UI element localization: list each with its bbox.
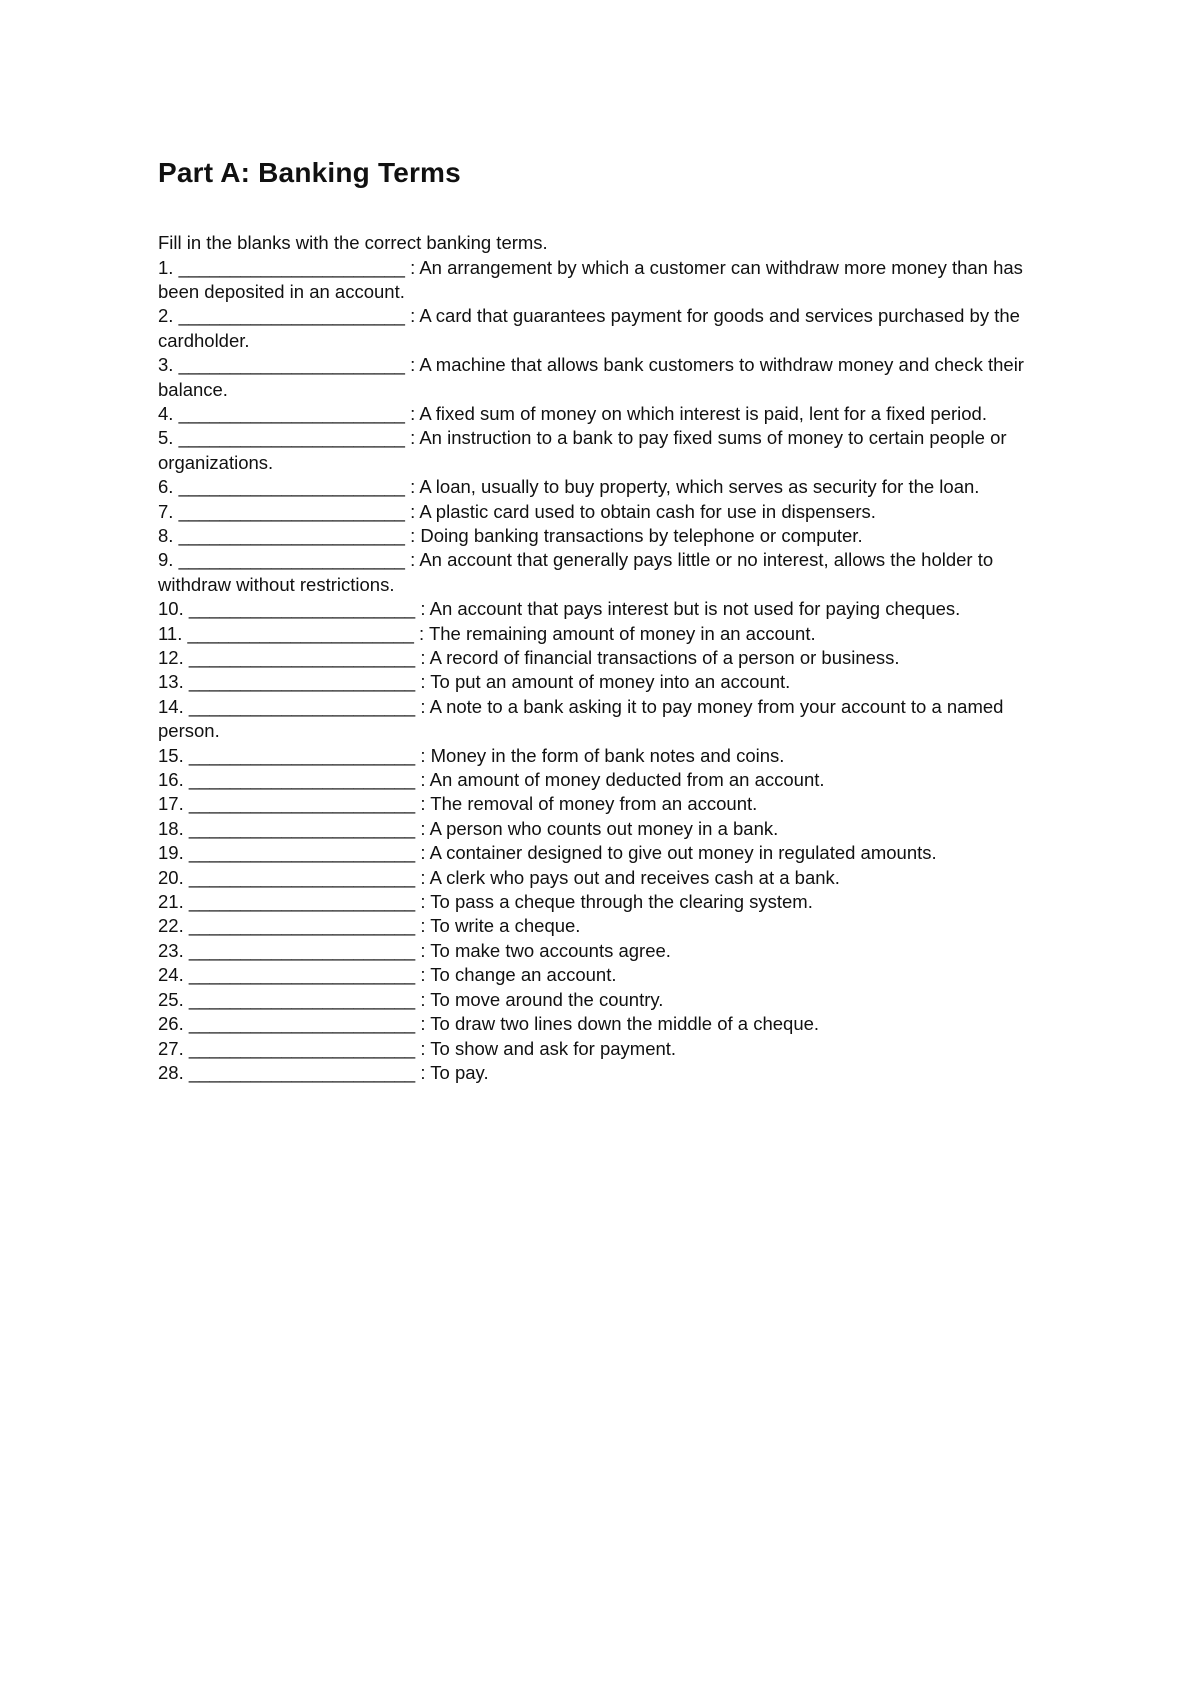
question-definition: : An account that generally pays little or no interest, allows the holder to withdraw without restrictions.	[158, 549, 994, 595]
answer-blank: ______________________	[188, 793, 416, 815]
question-number: 12.	[158, 647, 184, 668]
answer-blank: ______________________	[188, 1013, 416, 1035]
answer-blank: ______________________	[188, 842, 416, 864]
question-number: 17.	[158, 793, 184, 815]
question-definition: : A clerk who pays out and receives cash at a bank.	[415, 866, 840, 888]
question-definition: : A fixed sum of money on which interest is paid, lent for a fixed period.	[404, 402, 987, 424]
question-item	[158, 866, 1058, 890]
question-number: 20.	[158, 866, 184, 888]
question-number: 13.	[158, 671, 184, 693]
answer-blank: ______________________	[187, 622, 414, 644]
question-item	[158, 597, 1058, 621]
question-definition: : To pass a cheque through the clearing system.	[415, 891, 813, 913]
question-number: 16.	[158, 769, 184, 791]
question-number: 1.	[158, 256, 174, 278]
question-number: 24.	[158, 964, 184, 986]
question-number: 27.	[158, 1037, 184, 1059]
question-item	[158, 426, 1058, 475]
question-definition: : To pay.	[415, 1061, 489, 1083]
question-item	[158, 792, 1058, 816]
question-number: 6.	[158, 476, 174, 498]
answer-blank: ______________________	[188, 891, 416, 913]
answer-blank: ______________________	[178, 549, 405, 571]
question-number: 19.	[158, 842, 184, 864]
question-definition: : A person who counts out money in a bank.	[415, 817, 779, 839]
question-number: 14.	[158, 695, 184, 717]
answer-blank: ______________________	[178, 354, 405, 376]
question-definition: : To show and ask for payment.	[415, 1037, 677, 1059]
question-definition: : To make two accounts agree.	[415, 939, 671, 961]
question-number: 18.	[158, 817, 184, 839]
question-number: 9.	[158, 549, 174, 571]
question-number: 22.	[158, 915, 184, 937]
answer-blank: ______________________	[178, 524, 405, 546]
answer-blank: ______________________	[178, 427, 405, 449]
answer-blank: ______________________	[188, 988, 416, 1010]
question-list	[158, 256, 1058, 1086]
answer-blank: ______________________	[188, 598, 416, 620]
question-item	[158, 1061, 1058, 1085]
answer-blank: ______________________	[178, 305, 405, 327]
question-number: 21.	[158, 891, 184, 913]
answer-blank: ______________________	[188, 769, 416, 791]
answer-blank: ______________________	[188, 671, 416, 693]
answer-blank: ______________________	[188, 1037, 416, 1059]
answer-blank: ______________________	[178, 256, 405, 278]
question-item	[158, 939, 1058, 963]
question-definition: : Money in the form of bank notes and coins.	[415, 744, 785, 766]
question-item	[158, 500, 1058, 524]
question-item	[158, 256, 1058, 305]
answer-blank: ______________________	[188, 695, 416, 717]
question-definition: : A container designed to give out money in regulated amounts.	[415, 842, 937, 864]
question-item	[158, 524, 1058, 548]
question-definition: : A plastic card used to obtain cash for use in dispensers.	[404, 500, 876, 522]
question-definition: : An account that pays interest but is not used for paying cheques.	[415, 598, 961, 620]
question-item	[158, 402, 1058, 426]
question-number: 8.	[158, 524, 174, 546]
question-item	[158, 622, 1058, 646]
question-definition: : A record of financial transactions of a person or business.	[415, 647, 900, 668]
question-definition: : A card that guarantees payment for goods and services purchased by the cardholder.	[158, 305, 1020, 351]
question-number: 11.	[158, 622, 183, 644]
question-number: 28.	[158, 1061, 184, 1083]
worksheet-content	[158, 155, 1058, 1085]
question-number: 3.	[158, 354, 174, 376]
question-item	[158, 744, 1058, 768]
question-definition: : Doing banking transactions by telephone or computer.	[404, 524, 863, 546]
question-item	[158, 914, 1058, 938]
question-definition: : The removal of money from an account.	[415, 793, 758, 815]
question-item	[158, 1037, 1058, 1061]
question-item	[158, 353, 1058, 402]
page-title: Part A: Banking Terms	[158, 157, 461, 188]
question-definition: : An amount of money deducted from an account.	[415, 769, 825, 791]
question-definition: : To change an account.	[415, 964, 617, 986]
answer-blank: ______________________	[188, 744, 416, 766]
answer-blank: ______________________	[178, 476, 405, 498]
question-definition: : An arrangement by which a customer can withdraw more money than has been deposited in an account.	[158, 256, 1023, 302]
question-item	[158, 548, 1058, 597]
answer-blank: ______________________	[188, 964, 416, 986]
question-item	[158, 890, 1058, 914]
instructions-text: Fill in the blanks with the correct banking terms.	[158, 232, 548, 253]
question-definition: : To draw two lines down the middle of a cheque.	[415, 1013, 820, 1035]
answer-blank: ______________________	[188, 866, 416, 888]
question-number: 2.	[158, 305, 174, 327]
question-item	[158, 817, 1058, 841]
question-definition: : A loan, usually to buy property, which serves as security for the loan.	[404, 476, 980, 498]
question-number: 26.	[158, 1013, 184, 1035]
answer-blank: ______________________	[178, 500, 405, 522]
question-definition: : A note to a bank asking it to pay money from your account to a named person.	[158, 695, 1004, 742]
answer-blank: ______________________	[188, 1061, 416, 1083]
question-definition: : To put an amount of money into an account.	[415, 671, 791, 693]
answer-blank: ______________________	[188, 939, 416, 961]
question-number: 7.	[158, 500, 174, 522]
question-definition: : A machine that allows bank customers to withdraw money and check their balance.	[158, 354, 1024, 400]
question-item	[158, 646, 1058, 670]
question-item	[158, 304, 1058, 353]
question-definition: : To move around the country.	[415, 988, 664, 1010]
question-item	[158, 1012, 1058, 1036]
question-definition: : An instruction to a bank to pay fixed sums of money to certain people or organizations.	[158, 427, 1007, 473]
answer-blank: ______________________	[188, 915, 416, 937]
question-item	[158, 988, 1058, 1012]
question-number: 10.	[158, 598, 184, 620]
question-number: 23.	[158, 939, 184, 961]
question-definition: : The remaining amount of money in an account.	[413, 622, 816, 644]
question-item	[158, 841, 1058, 865]
question-number: 5.	[158, 427, 174, 449]
question-number: 15.	[158, 744, 184, 766]
question-number: 25.	[158, 988, 184, 1010]
question-number: 4.	[158, 402, 174, 424]
question-item	[158, 670, 1058, 694]
question-item	[158, 475, 1058, 499]
question-item	[158, 963, 1058, 987]
answer-blank: ______________________	[178, 402, 405, 424]
question-definition: : To write a cheque.	[415, 915, 581, 937]
question-item	[158, 695, 1058, 744]
answer-blank: ______________________	[188, 647, 416, 668]
question-item	[158, 768, 1058, 792]
answer-blank: ______________________	[188, 817, 416, 839]
